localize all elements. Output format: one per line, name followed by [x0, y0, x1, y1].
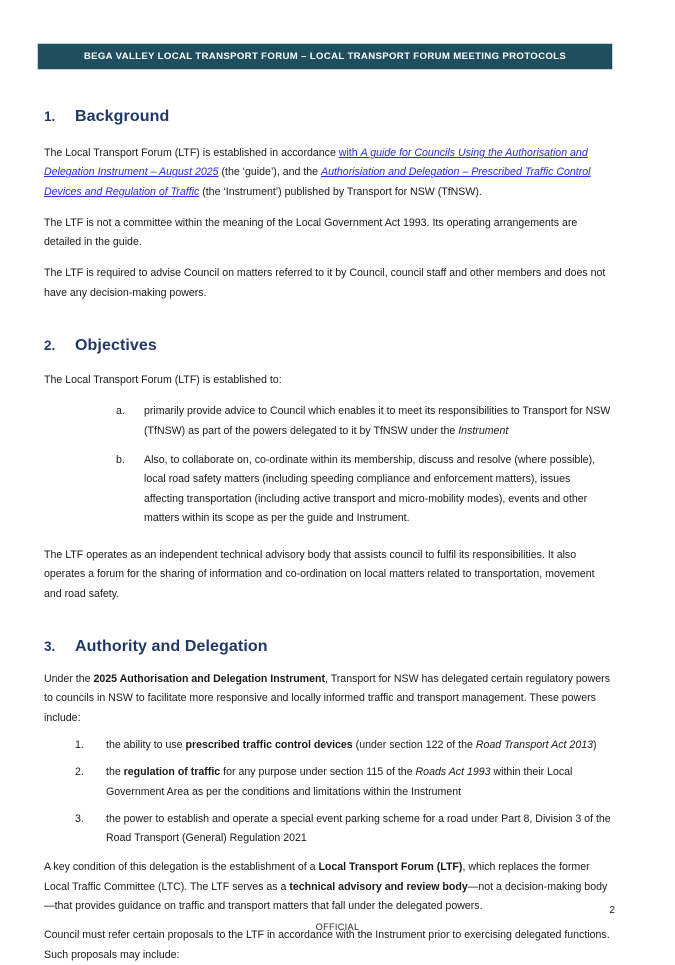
section-title-1: Background	[75, 108, 170, 125]
list-item	[75, 763, 612, 802]
paragraph-background-3: The LTF is required to advise Council on matters referred to it by Council, council staff and other members and does not have any decision-making powers.	[44, 267, 606, 299]
power-1-text-1: the ability to use	[106, 738, 186, 751]
power-1-text-2: (under section 122 of the	[352, 738, 476, 751]
paragraph-objectives-closing: The LTF operates as an independent technical advisory body that assists council to fulfil its responsibilities. It also operates a forum for the sharing of information and co-ordination on local matters related to transportation, movement and road safety.	[44, 549, 595, 600]
auth-intro-text-1: Under the	[44, 673, 94, 686]
list-item-text-a	[144, 402, 612, 441]
paragraph-background-2: The LTF is not a committee within the meaning of the Local Government Act 1993. Its operating arrangements are detailed in the guide.	[44, 216, 578, 249]
power-2-italic: Roads Act 1993	[415, 766, 491, 779]
list-item	[116, 451, 612, 528]
section-heading-authority-delegation	[44, 638, 612, 656]
paragraph-authority-closing: Council must refer certain proposals to the LTF in accordance with the Instrument prior to exercising delegated functions. Such proposals may include:	[44, 929, 610, 961]
section-number-2: 2.	[44, 338, 56, 354]
list-item	[116, 402, 612, 441]
power-1-bold: prescribed traffic control devices	[185, 738, 353, 751]
section-heading-background	[44, 108, 612, 126]
list-item	[75, 736, 612, 755]
list-item	[75, 810, 612, 849]
auth-intro-text-2: , Transport for NSW has delegated certain regulatory powers to councils in NSW to facilitate more responsive and locally informed traffic and transport management. These powers include:	[44, 673, 610, 724]
page-number: 2	[609, 905, 615, 916]
key-cond-text-3: —not a decision-making body—that provides guidance on traffic and transport matters that fall under the delegated powers.	[44, 880, 608, 913]
section-title-3: Authority and Delegation	[75, 638, 268, 656]
power-2-bold: regulation of traffic	[123, 766, 221, 779]
classification-marking: OFFICIAL	[315, 922, 360, 932]
power-1-text-3: )	[593, 738, 597, 751]
paragraph-key-condition	[44, 858, 612, 916]
power-2-text-3: within their Local Government Area as per the conditions and limitations within the Instrument	[106, 766, 573, 798]
list-item-text-b: Also, to collaborate on, co-ordinate within its membership, discuss and resolve (where possible), local road safety matters (including speeding compliance and enforcement matters), issues affecting transportation (including active transport and micro-mobility modes), events and other matters within its scope as per the guide and Instrument.	[144, 453, 596, 524]
bg-p1-text-2: (the ‘guide’), and the	[218, 166, 322, 179]
bg-p1-text-3: (the ‘Instrument’) published by Transport for NSW (TfNSW).	[199, 185, 482, 198]
document-header-banner	[37, 43, 613, 70]
power-1-italic: Road Transport Act 2013	[475, 738, 593, 751]
header-banner-title: BEGA VALLEY LOCAL TRANSPORT FORUM – LOCAL TRANSPORT FORUM MEETING PROTOCOLS	[83, 51, 567, 62]
key-cond-text-2: , which replaces the former Local Traffic Committee (LTC). The LTF serves as a	[44, 861, 590, 893]
list-item-text-1	[106, 736, 612, 755]
key-cond-bold-ltf: Local Transport Forum (LTF)	[318, 861, 463, 874]
key-cond-bold-advisory: technical advisory and review body	[289, 880, 468, 893]
list-marker-a: a.	[116, 405, 125, 418]
obj-a-text-1: primarily provide advice to Council which enables it to meet its responsibilities to Transport for NSW (TfNSW) as part of the powers delegated to it by TfNSW under the	[144, 405, 611, 437]
section-heading-objectives	[44, 337, 612, 355]
list-marker-2: 2.	[75, 766, 84, 779]
power-2-text-2: for any purpose under section 115 of the	[220, 766, 416, 779]
section-number-3: 3.	[44, 639, 56, 655]
power-2-text-1: the	[106, 766, 124, 779]
list-marker-3: 3.	[75, 812, 84, 825]
list-item-text-2	[106, 763, 612, 802]
paragraph-objectives-intro: The Local Transport Forum (LTF) is established to:	[44, 374, 282, 387]
section-title-2: Objectives	[75, 337, 157, 355]
auth-intro-bold: 2025 Authorisation and Delegation Instrument	[93, 673, 325, 686]
delegated-powers-list	[44, 736, 612, 848]
link-guide-prefix[interactable]: with	[338, 147, 361, 159]
link-authorisation-delegation-instrument[interactable]: Authorisiation and Delegation – Prescribed Traffic Control Devices and Regulation of Traffic	[44, 166, 591, 198]
paragraph-authority-intro	[44, 670, 612, 728]
paragraph-background-1	[44, 144, 612, 202]
obj-a-italic: Instrument	[458, 424, 509, 437]
key-cond-text-1: A key condition of this delegation is the establishment of a	[44, 861, 319, 874]
document-body	[44, 108, 612, 965]
objectives-list	[44, 402, 612, 528]
list-marker-1: 1.	[75, 738, 84, 751]
link-guide-for-councils[interactable]: A guide for Councils Using the Authorisation and Delegation Instrument – August 2025	[44, 147, 588, 179]
bg-p1-text-1: The Local Transport Forum (LTF) is established in accordance	[44, 147, 339, 159]
section-number-1: 1.	[44, 109, 56, 124]
list-item-text-3: the power to establish and operate a special event parking scheme for a road under Part 8, Division 3 of the Road Transport (General) Regulation 2021	[106, 812, 611, 845]
list-marker-b: b.	[116, 453, 125, 466]
